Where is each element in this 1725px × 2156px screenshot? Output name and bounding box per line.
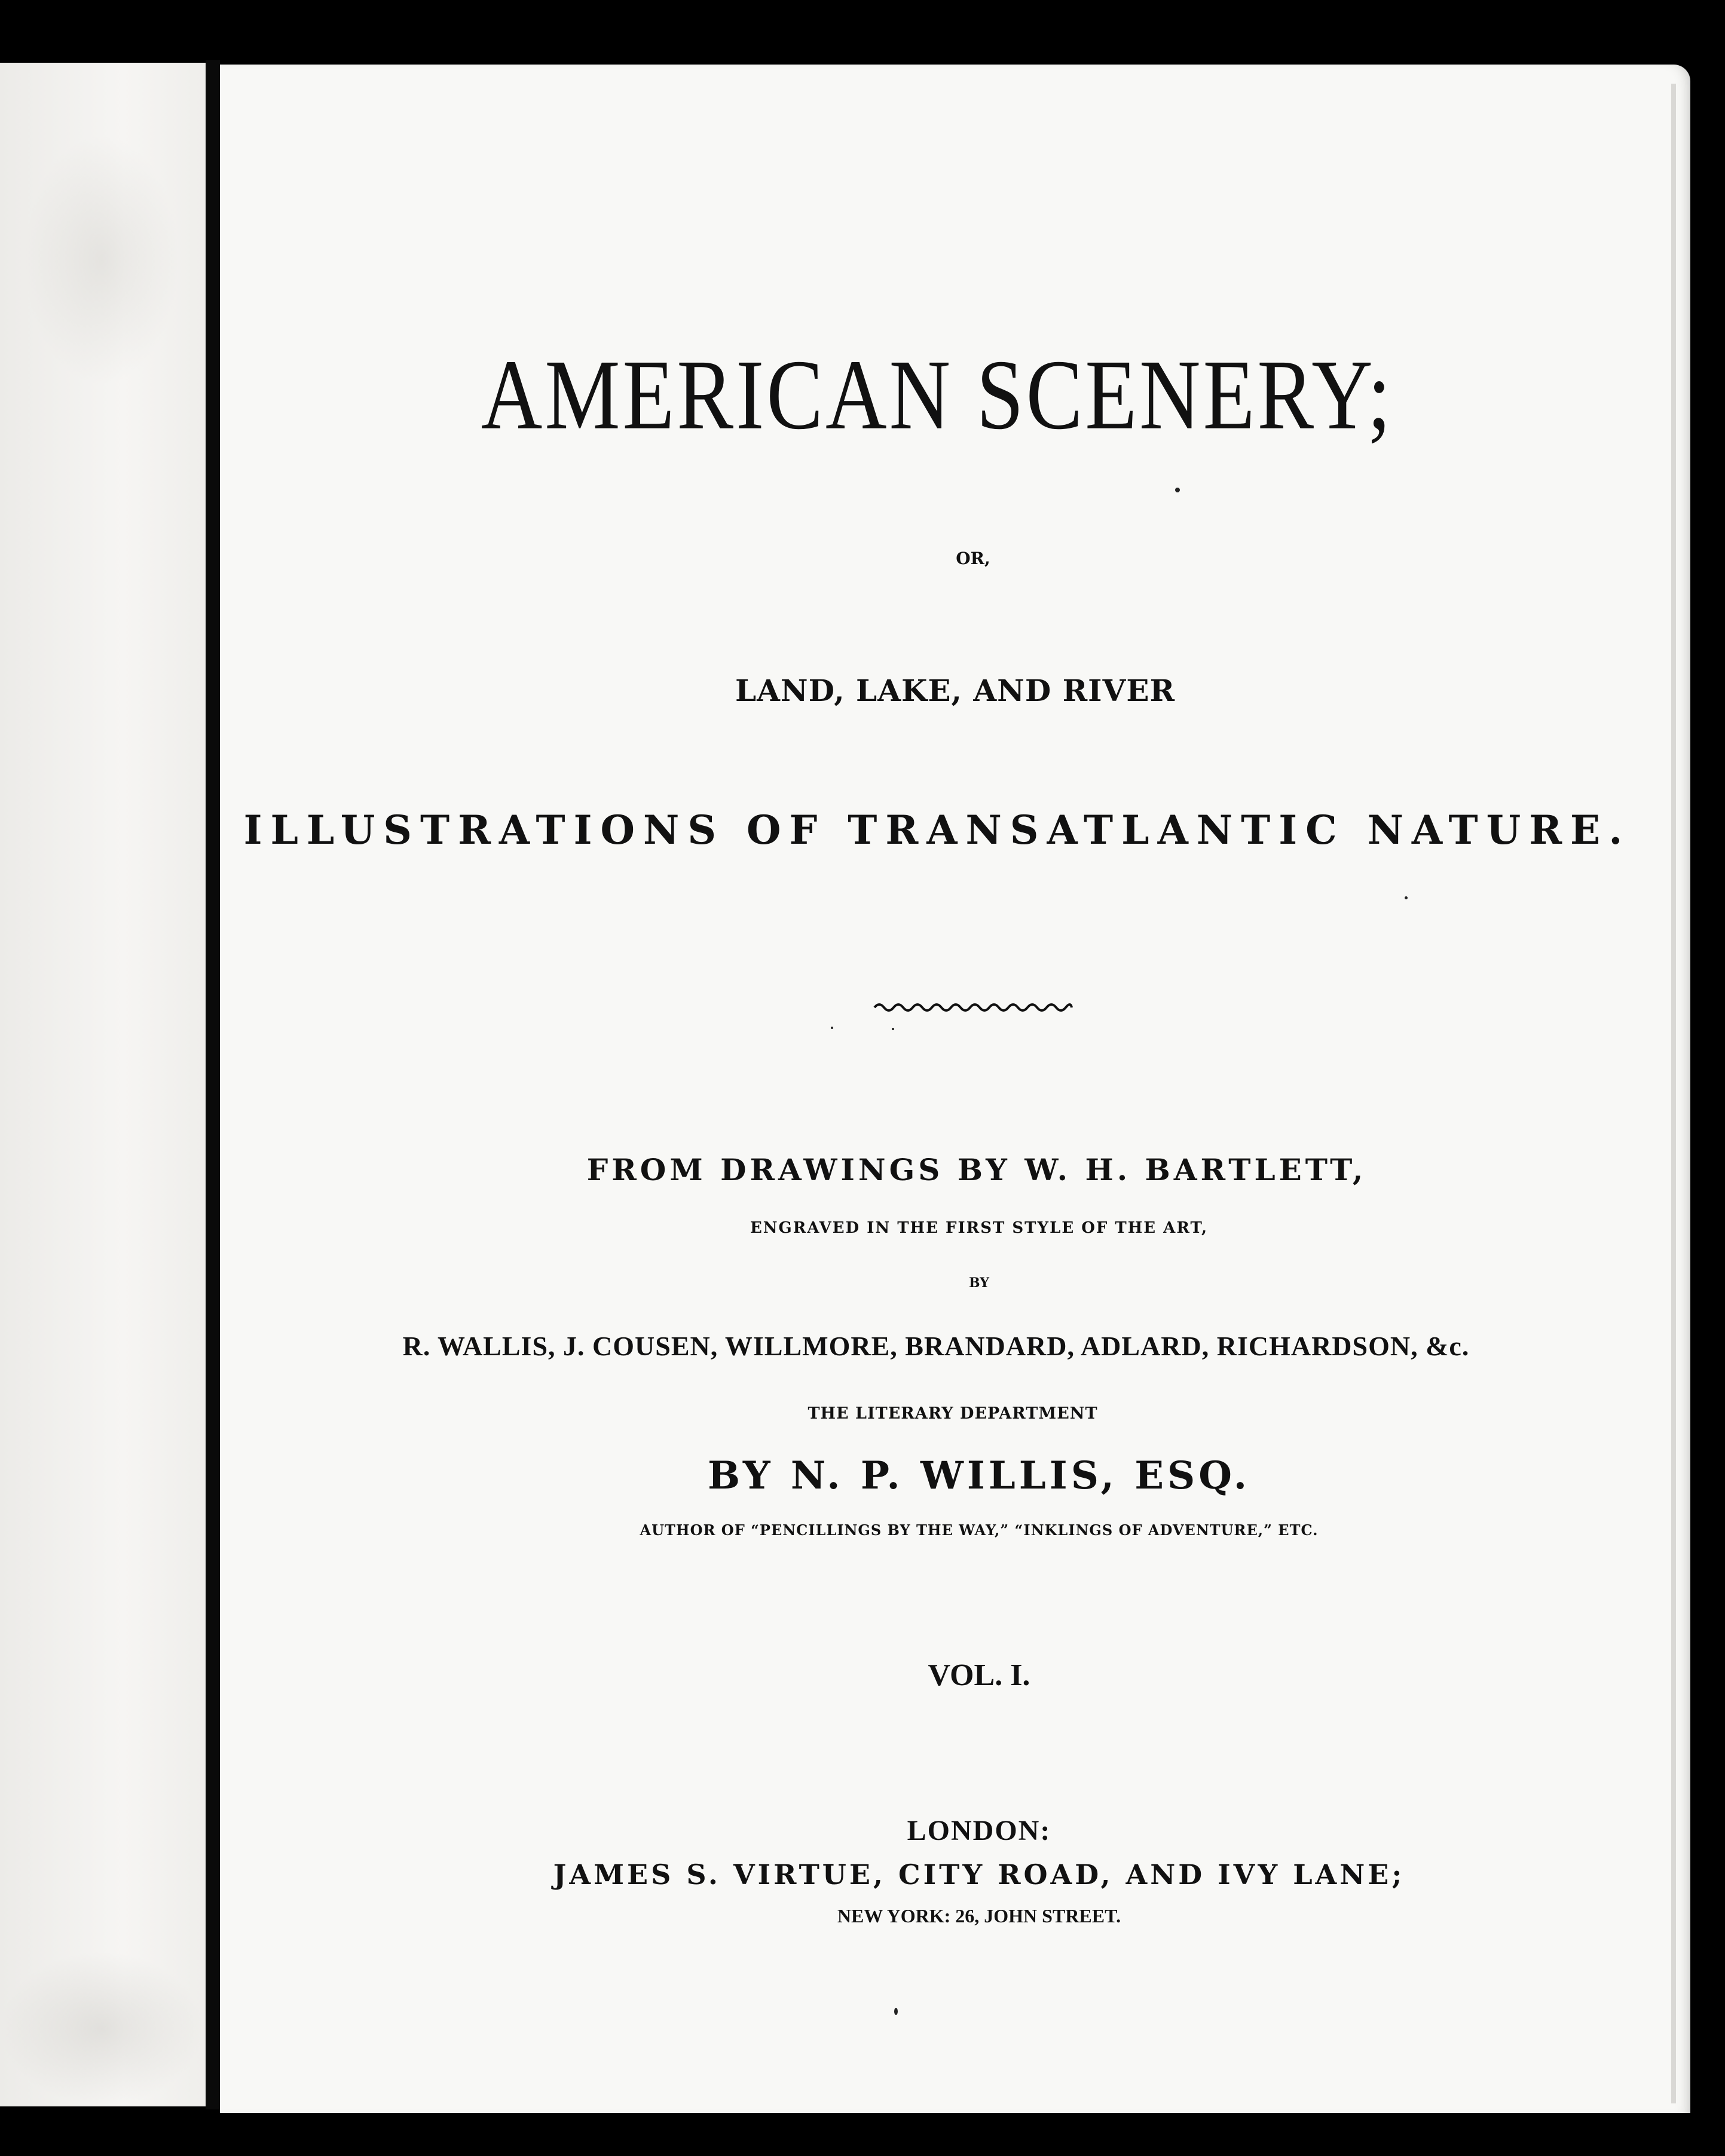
imprint-publisher: JAMES S. VIRTUE, CITY ROAD, AND IVY LANE; [553, 1858, 1405, 1891]
ink-speck [894, 2008, 898, 2015]
volume-label: VOL. I. [928, 1658, 1030, 1692]
imprint-new-york: NEW YORK: 26, JOHN STREET. [837, 1905, 1121, 1927]
author-credit: BY N. P. WILLIS, ESQ. [707, 1453, 1251, 1498]
title-page [220, 65, 1690, 2113]
engravers-list: R. WALLIS, J. COUSEN, WILLMORE, BRANDARD, ADLARD, RICHARDSON, &c. [402, 1331, 1470, 1361]
ink-speck [1175, 488, 1180, 492]
ink-speck [831, 1027, 833, 1029]
ink-speck [1405, 896, 1408, 899]
subtitle-line-1: LAND, LAKE, AND RIVER [735, 673, 1176, 708]
imprint-city: LONDON: [907, 1815, 1051, 1846]
subtitle-line-2: ILLUSTRATIONS OF TRANSATLANTIC NATURE. [243, 807, 1631, 853]
facing-page [0, 63, 206, 2106]
title-conjunction: OR, [956, 549, 990, 568]
paper-stain [0, 1951, 203, 2106]
ornamental-rule [873, 1000, 1073, 1015]
paper-stain [24, 134, 179, 385]
page-edge [1671, 84, 1676, 2103]
author-works: AUTHOR OF “PENCILLINGS BY THE WAY,” “INKLINGS OF ADVENTURE,” ETC. [640, 1521, 1319, 1539]
book-title: AMERICAN SCENERY; [481, 338, 1394, 451]
engraving-note: ENGRAVED IN THE FIRST STYLE OF THE ART, [750, 1219, 1209, 1237]
by-label: BY [969, 1275, 989, 1291]
ink-speck [892, 1028, 894, 1030]
literary-department-label: THE LITERARY DEPARTMENT [808, 1404, 1098, 1423]
illustrator-credit: FROM DRAWINGS BY W. H. BARTLETT, [586, 1152, 1367, 1187]
